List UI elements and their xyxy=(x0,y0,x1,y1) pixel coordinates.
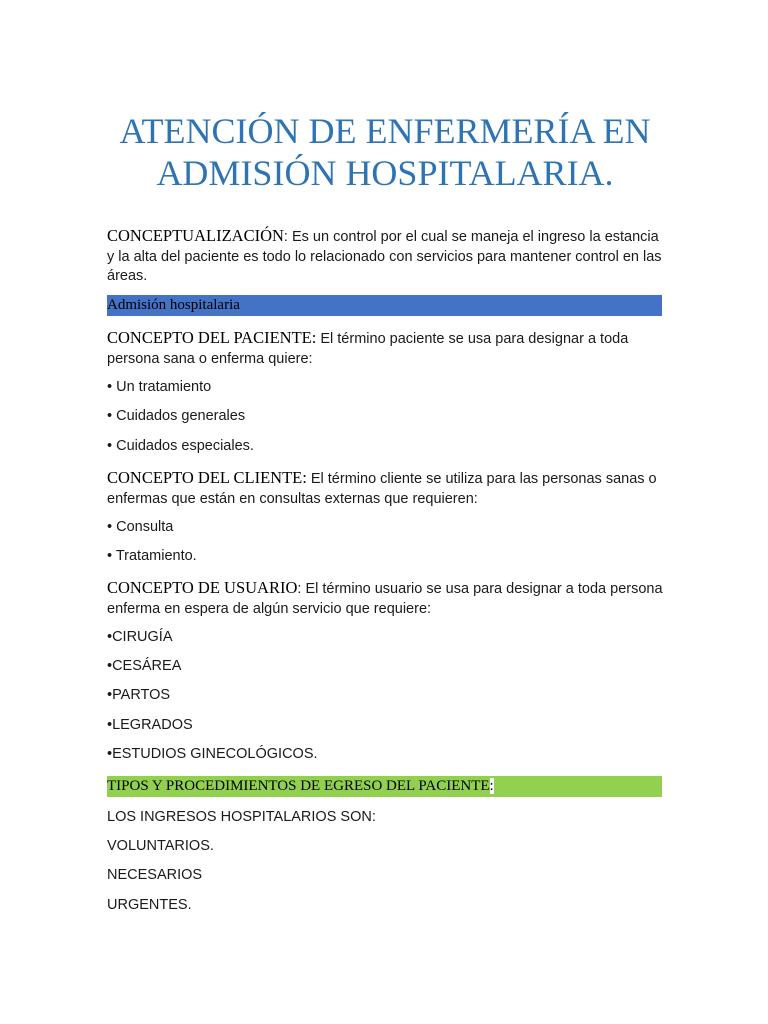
conceptualizacion-paragraph xyxy=(107,226,663,287)
list-item: •PARTOS xyxy=(107,687,171,703)
section-bar-tipos xyxy=(107,776,662,797)
list-item: • Consulta xyxy=(107,519,174,535)
list-item: •CIRUGÍA xyxy=(107,629,173,645)
list-item: NECESARIOS xyxy=(107,867,203,883)
list-item: •CESÁREA xyxy=(107,658,182,674)
section-bar-admision: Admisión hospitalaria xyxy=(107,295,662,316)
list-item: •LEGRADOS xyxy=(107,717,193,733)
usuario-paragraph xyxy=(107,578,663,619)
list-item: • Un tratamiento xyxy=(107,379,212,395)
paciente-text: El término paciente se usa para designar a toda persona sana o enferma quiere: xyxy=(107,331,629,367)
usuario-label: CONCEPTO DE USUARIO xyxy=(107,578,298,597)
paciente-label: CONCEPTO DEL PACIENTE: xyxy=(107,328,317,347)
list-item: • Tratamiento. xyxy=(107,548,197,564)
conceptualizacion-label: CONCEPTUALIZACIÓN xyxy=(107,226,284,245)
cliente-paragraph xyxy=(107,468,663,509)
list-item: •ESTUDIOS GINECOLÓGICOS. xyxy=(107,746,318,762)
conceptualizacion-sep: : xyxy=(283,229,288,245)
cliente-text: El término cliente se utiliza para las personas sanas o enfermas que están en consultas externas que requieren: xyxy=(107,471,657,507)
list-item: • Cuidados especiales. xyxy=(107,438,254,454)
conceptualizacion-text: Es un control por el cual se maneja el ingreso la estancia y la alta del paciente es todo lo relacionado con servicios para mantener control en las áreas. xyxy=(107,229,662,284)
paciente-paragraph xyxy=(107,328,663,369)
usuario-text: : El término usuario se usa para designar a toda persona enferma en espera de algún servicio que requiere: xyxy=(107,581,663,617)
list-item: LOS INGRESOS HOSPITALARIOS SON: xyxy=(107,809,376,825)
list-item: • Cuidados generales xyxy=(107,408,246,424)
title-line-2: ADMISIÓN HOSPITALARIA. xyxy=(156,153,614,193)
list-item: VOLUNTARIOS. xyxy=(107,838,214,854)
document-title xyxy=(107,110,663,194)
title-line-1: ATENCIÓN DE ENFERMERÍA EN xyxy=(119,111,651,151)
section-bar-tipos-label: TIPOS Y PROCEDIMIENTOS DE EGRESO DEL PACIENTE xyxy=(107,778,490,794)
list-item: URGENTES. xyxy=(107,897,192,913)
cliente-label: CONCEPTO DEL CLIENTE: xyxy=(107,468,307,487)
section-bar-tipos-sep: : xyxy=(489,778,494,794)
